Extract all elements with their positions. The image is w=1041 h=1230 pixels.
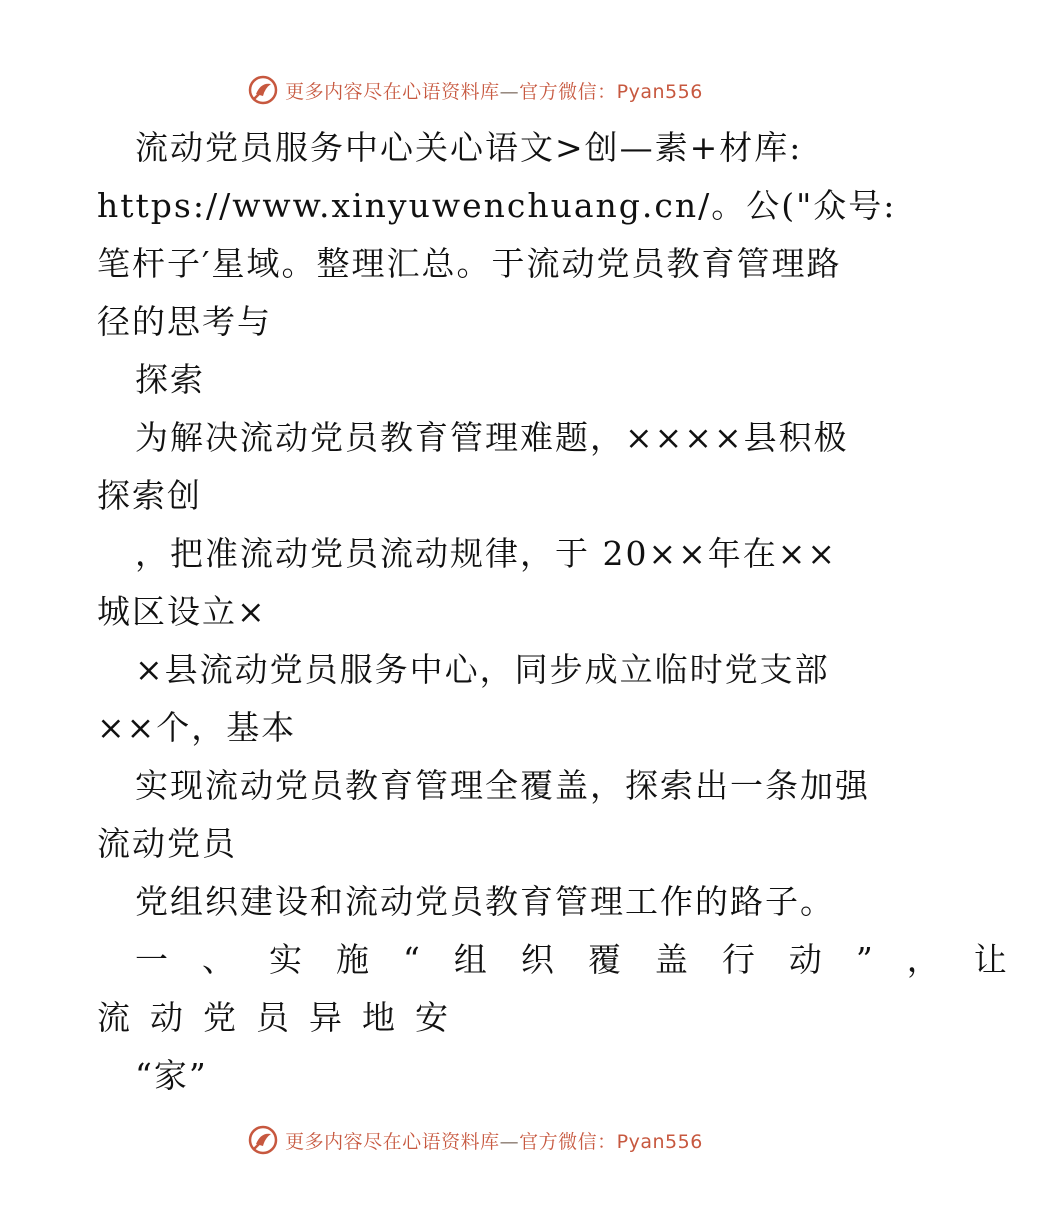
footer-banner — [0, 1120, 950, 1160]
text-line: “家” — [135, 1056, 208, 1095]
banner-title: 更多内容尽在心语资料库 — [285, 80, 500, 103]
text-line: 径的思考与 — [97, 302, 272, 341]
banner-wechat: 官方微信：Pyan556 — [519, 80, 703, 103]
text-line: 为解决流动党员教育管理难题，××××县积极 — [135, 418, 849, 457]
text-line: ××个，基本 — [97, 708, 297, 747]
text-line: ×县流动党员服务中心，同步成立临时党支部 — [135, 650, 830, 689]
banner-wechat: 官方微信：Pyan556 — [519, 1130, 703, 1153]
text-line: 笔杆子′星域。整理汇总。于流动党员教育管理路 — [97, 244, 842, 283]
banner-separator: — — [499, 1130, 520, 1153]
text-line: https://www.xinyuwenchuang.cn/。公("众号: — [97, 186, 897, 225]
text-line: 党组织建设和流动党员教育管理工作的路子。 — [135, 882, 835, 921]
text-line: 探索 — [135, 360, 205, 399]
section-heading: 一、实施“组织覆盖行动”，让 — [135, 940, 1041, 979]
text-line: 城区设立× — [97, 592, 267, 631]
header-banner — [0, 70, 950, 110]
banner-text — [285, 1127, 703, 1154]
banner-text — [285, 77, 703, 104]
logo-icon — [247, 74, 279, 106]
banner-separator: — — [499, 80, 520, 103]
text-line: 实现流动党员教育管理全覆盖，探索出一条加强 — [135, 766, 870, 805]
text-line: 流动党员异地安 — [97, 998, 468, 1037]
logo-icon — [247, 1124, 279, 1156]
banner-title: 更多内容尽在心语资料库 — [285, 1130, 500, 1153]
text-line: 探索创 — [97, 476, 202, 515]
text-line: 流动党员服务中心关心语文>创—素+材库: — [135, 128, 803, 167]
text-line: ，把准流动党员流动规律，于 20××年在×× — [135, 534, 838, 573]
text-line: 流动党员 — [97, 824, 237, 863]
